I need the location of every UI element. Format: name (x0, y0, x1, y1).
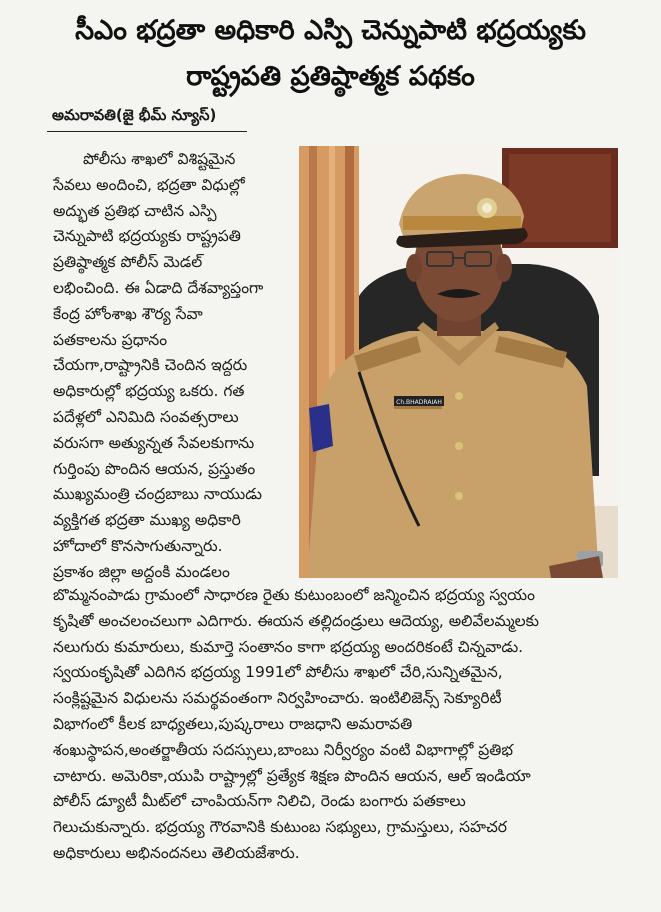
full-line: నలుగురు కుమారులు, కుమార్తె సంతానం కాగా భద్రయ్య అందరికంటే చిన్నవాడు. (53, 637, 524, 656)
column-line: చెన్నుపాటి భద్రయ్యకు రాష్ట్రపతి (53, 227, 241, 246)
full-line: గెలుచుకున్నారు. భద్రయ్య గౌరవానికి కుటుంబ సభ్యులు, గ్రామస్తులు, సహచర (53, 818, 507, 837)
column-line: వ్యక్తిగత భద్రతా ముఖ్య అధికారి (53, 511, 241, 530)
column-line: ప్రతిష్ఠాత్మక పోలీస్ మెడల్ (53, 253, 203, 272)
article-column (53, 147, 296, 586)
column-line: హోదాలో కొనసాగుతున్నారు. (53, 536, 223, 555)
full-line: సంక్లిష్టమైన విధులను సమర్థవంతంగా నిర్వహించారు. ఇంటిలిజెన్స్ సెక్యూరిటీ (53, 689, 502, 708)
full-line: పోలీస్ డ్యూటీ మీట్‌లో చాంపియన్‌గా నిలిచి, రెండు బంగారు పతకాలు (53, 792, 466, 811)
officer-photo (299, 146, 618, 578)
full-line: అధికారులు అభినందనలు తెలియజేశారు. (53, 843, 300, 862)
column-line: లభించింది. ఈ ఏడాది దేశవ్యాప్తంగా (53, 278, 264, 297)
column-line: అద్భుత ప్రతిభ చాటిన ఎస్పి (53, 201, 217, 220)
full-line: శంఖుస్థాపన,అంతర్జాతీయ సదస్సులు,బాంబు నిర్వీర్యం వంటి విభాగాల్లో ప్రతిభ (53, 740, 514, 759)
article-full-width (53, 583, 645, 867)
column-line: పోలీసు శాఖలో విశిష్టమైన (83, 150, 236, 168)
full-line: స్వయంకృషితో ఎదిగిన భద్రయ్య 1991లో పోలీసు శాఖలో చేరి,సున్నితమైన, (53, 663, 503, 682)
column-line: పతకాలను ప్రధానం (53, 330, 168, 349)
column-line: వరుసగా అత్యున్నత సేవలకుగాను (53, 433, 255, 452)
column-line: ప్రకాశం జిల్లా అద్దంకి మండలం (53, 562, 230, 581)
column-line: పదేళ్లలో ఎనిమిది సంవత్సరాలు (53, 407, 239, 426)
column-line: చేయగా,రాష్ట్రానికి చెందిన ఇద్దరు (53, 356, 248, 375)
column-line: సేవలు అందించి, భద్రతా విధుల్లో (53, 175, 245, 194)
name-plate-text: Ch.BHADRAIAH (396, 399, 442, 406)
column-line: అధికారుల్లో భద్రయ్య ఒకరు. గత (53, 382, 245, 401)
dateline: అమరావతి(జై భీమ్ న్యూస్) (52, 106, 217, 124)
headline-line-1: సీఎం భద్రతా అధికారి ఎస్పి చెన్నుపాటి భద్రయ్యకు (75, 15, 586, 46)
full-line: విభాగంలో కీలక బాధ్యతలు,పుష్కరాలు రాజధాని అమరావతి (53, 714, 413, 733)
dateline-underline (47, 131, 247, 132)
column-line: కేంద్ర హోంశాఖ శౌర్య సేవా (53, 304, 203, 323)
headline (0, 8, 661, 100)
full-line: బొమ్మనంపాడు గ్రామంలో సాధారణ రైతు కుటుంబంలో జన్మించిన భద్రయ్య స్వయం (53, 586, 535, 604)
column-line: గుర్తింపు పొందిన ఆయన, ప్రస్తుతం (53, 459, 256, 478)
column-line: ముఖ్యమంత్రి చంద్రబాబు నాయుడు (53, 485, 263, 504)
officer-photo-illustration (299, 146, 618, 578)
headline-line-2: రాష్ట్రపతి ప్రతిష్ఠాత్మక పథకం (186, 61, 475, 92)
full-line: చాటారు. అమెరికా,యుపి రాష్ట్రాల్లో ప్రత్యేక శిక్షణ పొందిన ఆయన, ఆల్ ఇండియా (53, 766, 531, 785)
full-line: కృషితో అంచలంచలుగా ఎదిగారు. ఈయన తల్లిదండ్రులు ఆదెయ్య, అలివేలమ్మలకు (53, 611, 540, 630)
